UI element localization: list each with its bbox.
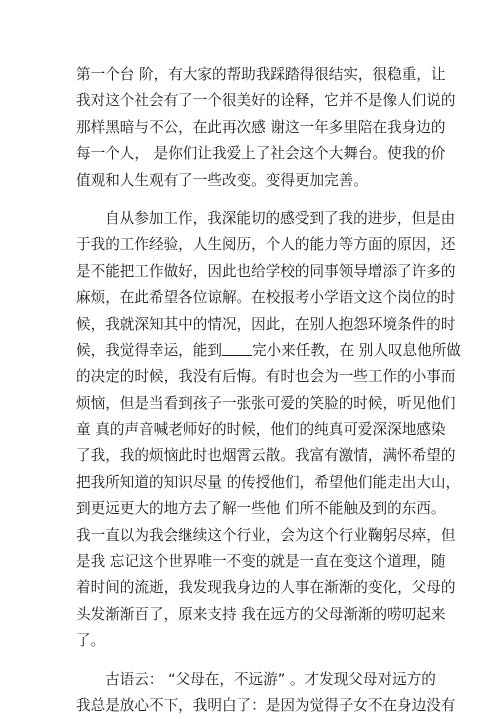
text-segment: 完小来任教，在 别人叹息他所做	[251, 341, 461, 359]
paragraph-2	[76, 206, 461, 655]
text-line: 值观和人生观有了一些改变。变得更加完善。	[76, 171, 368, 189]
text-line: 是我 忘记这个世界唯一不变的就是一直在变这个道理，随	[76, 553, 446, 571]
paragraph-1	[76, 62, 456, 194]
text-line: 头发渐渐百了，原来支持 我在远方的父母渐渐的唠叨起来	[76, 605, 446, 623]
text-line: 候，我就深知其中的情况，因此，在别人抱怨环境条件的时	[76, 315, 456, 333]
text-line: 到更远更大的地方去了解一些他 们所不能触及到的东西。	[76, 500, 446, 518]
text-line: 那样黑暗与不公，在此再次感 谢这一年多里陪在我身边的	[76, 118, 446, 136]
text-line: 我一直以为我会继续这个行业，会为这个行业鞠躬尽瘁，但	[76, 526, 456, 544]
fill-in-blank	[222, 341, 252, 356]
text-line-with-blank	[76, 338, 461, 364]
text-line: 于我的工作经验，人生阅历，个人的能力等方面的原因，还	[76, 236, 456, 254]
document-body	[76, 62, 461, 719]
text-line: 是不能把工作做好，因此也给学校的同事领导增添了许多的	[76, 262, 456, 280]
paragraph-3	[76, 667, 456, 719]
text-line: 的决定的时候，我没有后悔。有时也会为一些工作的小事而	[76, 368, 456, 386]
text-line: 我总是放心不下，我明白了：是因为觉得子女不在身边没有	[76, 696, 456, 714]
text-line: 烦恼，但是当看到孩子一张张可爱的笑脸的时候，听见他们	[76, 394, 456, 412]
text-line: 我对这个社会有了一个很美好的诠释，它并不是像人们说的	[76, 92, 456, 110]
text-line: 第一个台 阶，有大家的帮助我踩踏得很结实，很稳重，让	[76, 66, 446, 83]
text-line: 把我所知道的知识尽量 的传授他们，希望他们能走出大山，	[76, 473, 461, 491]
text-line: 着时间的流逝，我发现我身边的人事在渐渐的变化，父母的	[76, 579, 456, 597]
text-line: 了。	[76, 632, 106, 650]
text-segment: 候，我觉得幸运，能到	[76, 341, 222, 359]
text-line: 古语云： “父母在，不远游” 。才发现父母对远方的	[105, 670, 436, 688]
text-line: 自从参加工作，我深能切的感受到了我的进步，但是由	[105, 209, 456, 227]
text-line: 童 真的声音喊老师好的时候，他们的纯真可爱深深地感染	[76, 421, 446, 439]
text-line: 每一个人， 是你们让我爱上了社会这个大舞台。使我的价	[76, 145, 446, 163]
text-line: 了我，我的烦恼此时也烟霄云散。我富有激情，满怀希望的	[76, 447, 456, 465]
text-line: 麻烦，在此希望各位谅解。在校报考小学语文这个岗位的时	[76, 289, 456, 307]
